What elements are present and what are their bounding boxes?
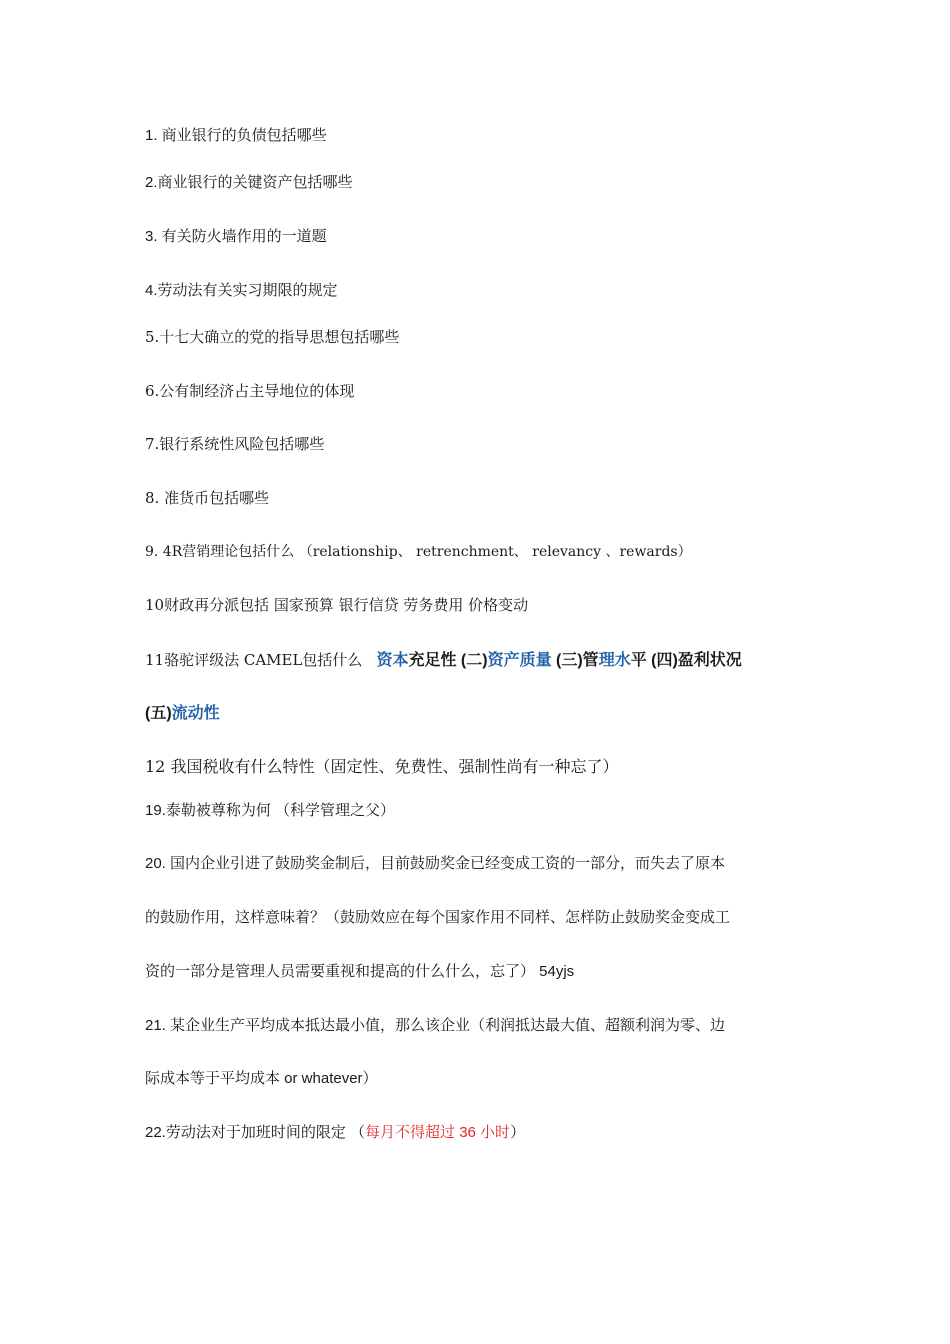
question-22 [145,1122,525,1144]
question-22-prefix: 22.劳动法对于加班时间的限定 （ [145,1124,366,1141]
question-11-prefix: 11骆驼评级法 CAMEL包括什么 [145,651,363,669]
question-3: 3. 有关防火墙作用的一道题 [145,228,327,245]
question-11 [145,649,742,672]
question-11-adequacy: 充足性 (二) [408,652,488,669]
question-20-line-1: 20. 国内企业引进了鼓励奖金制后，目前鼓励奖金已经变成工资的一部分，而失去了原本 [145,855,726,872]
question-6: 6.公有制经济占主导地位的体现 [145,382,355,400]
question-8: 8. 准货币包括哪些 [145,489,270,507]
question-11-earnings: 平 (四)盈利状况 [630,652,742,669]
question-11-asset-quality: 资产质量 [487,652,552,669]
question-11-liquidity: 流动性 [171,705,220,722]
question-11-management-b: 理水 [598,652,631,669]
question-20-line-2: 的鼓励作用，这样意味着？（鼓励效应在每个国家作用不同样、怎样防止鼓励奖金变成工 [145,909,731,926]
question-5: 5.十七大确立的党的指导思想包括哪些 [145,328,400,346]
question-4: 4.劳动法有关实习期限的规定 [145,282,338,299]
question-11-continued [145,703,220,725]
question-21-line-2: 际成本等于平均成本 or whatever） [145,1070,378,1087]
question-20-line-3: 资的一部分是管理人员需要重视和提高的什么什么，忘了） 54yjs [145,963,575,980]
question-7: 7.银行系统性风险包括哪些 [145,435,325,453]
question-19: 19.泰勒被尊称为何 （科学管理之父） [145,802,396,819]
question-21-line-1: 21. 某企业生产平均成本抵达最小值，那么该企业（利润抵达最大值、超额利润为零、边 [145,1017,726,1034]
question-11-capital: 资本 [376,652,409,669]
question-10: 10财政再分派包括 国家预算 银行信贷 劳务费用 价格变动 [145,596,529,614]
question-11-five: (五) [145,705,172,722]
question-11-management-a: (三)管 [551,652,599,669]
question-12: 12 我国税收有什么特性（固定性、免费性、强制性尚有一种忘了） [145,757,619,776]
question-22-suffix: ） [510,1124,526,1141]
question-9: 9. 4R营销理论包括什么 （relationship、 retrenchment、 relevancy 、rewards） [145,544,692,560]
question-2: 2.商业银行的关键资产包括哪些 [145,174,353,191]
question-22-answer: 每月不得超过 36 小时 [365,1124,511,1141]
question-1: 1. 商业银行的负债包括哪些 [145,127,327,144]
